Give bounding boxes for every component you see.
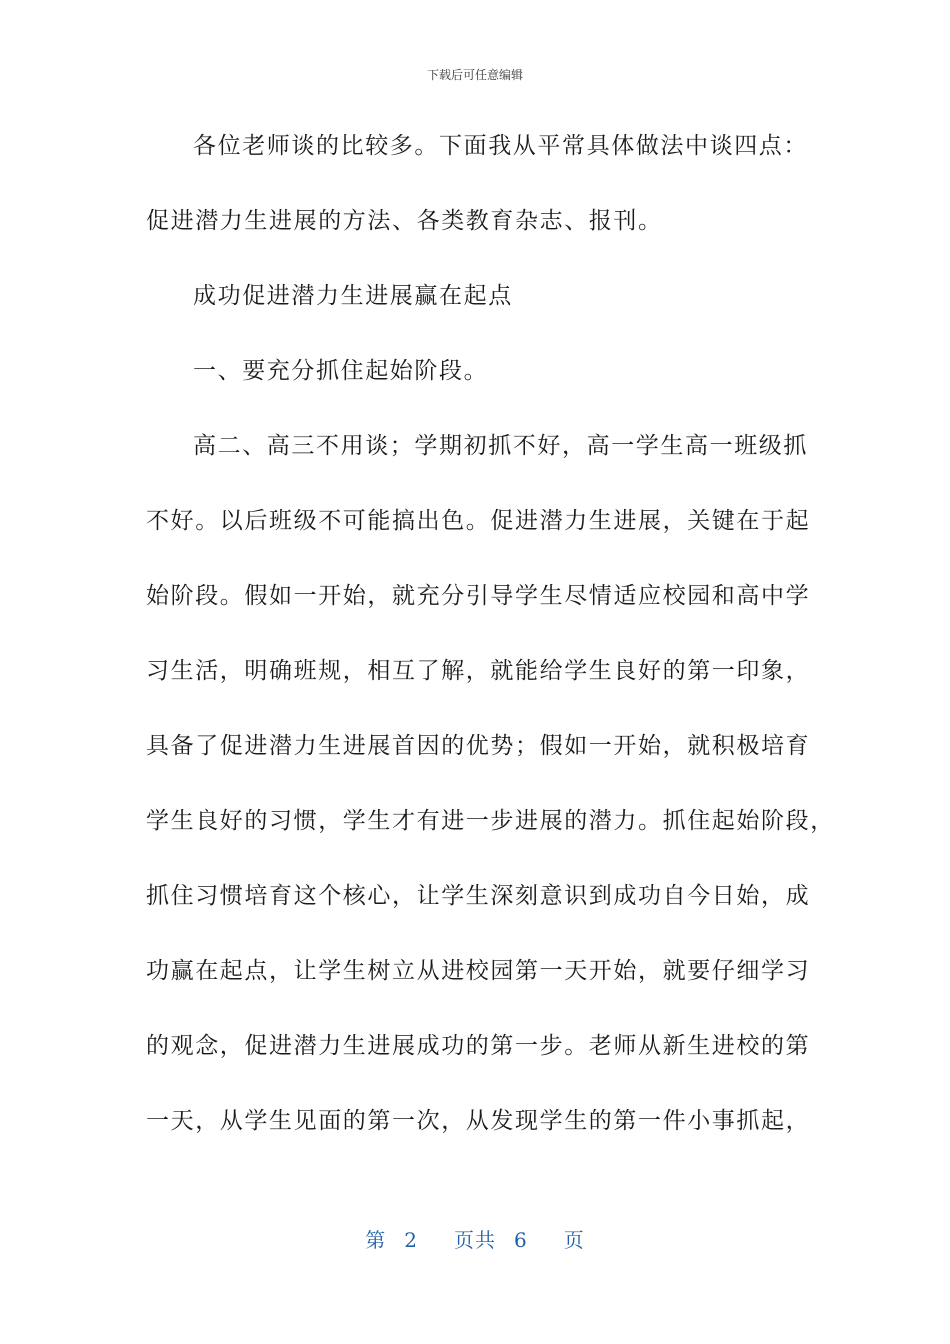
footer-suffix: 页 (563, 1228, 585, 1252)
paragraph-line: 始阶段。假如一开始，就充分引导学生尽情适应校园和高中学 (146, 583, 811, 609)
total-pages-number: 6 (514, 1228, 528, 1252)
paragraph-line: 促进潜力生进展的方法、各类教育杂志、报刊。 (146, 208, 663, 234)
paragraph-line: 高二、高三不用谈；学期初抓不好，高一学生高一班级抓 (193, 433, 808, 459)
paragraph-line: 一天，从学生见面的第一次，从发现学生的第一件小事抓起， (146, 1108, 811, 1134)
paragraph-line: 学生良好的习惯，学生才有进一步进展的潜力。抓住起始阶段， (146, 808, 835, 834)
page-header: 下载后可任意编辑 (426, 68, 523, 82)
paragraph-line: 习生活，明确班规，相互了解，就能给学生良好的第一印象， (146, 658, 811, 684)
paragraph-line: 功赢在起点，让学生树立从进校园第一天开始，就要仔细学习 (146, 958, 811, 984)
paragraph-line: 不好。以后班级不可能搞出色。促进潜力生进展，关键在于起 (146, 508, 811, 534)
page-number-footer (0, 1224, 950, 1253)
paragraph-line: 各位老师谈的比较多。下面我从平常具体做法中谈四点： (193, 133, 808, 159)
current-page-number: 2 (404, 1228, 418, 1252)
section-subheading: 一、要充分抓住起始阶段。 (193, 358, 489, 384)
footer-middle: 页共 (454, 1228, 496, 1252)
paragraph-line: 具备了促进潜力生进展首因的优势；假如一开始，就积极培育 (146, 733, 811, 759)
paragraph-line: 的观念，促进潜力生进展成功的第一步。老师从新生进校的第 (146, 1033, 811, 1059)
document-body (146, 122, 835, 1172)
paragraph-line: 抓住习惯培育这个核心，让学生深刻意识到成功自今日始，成 (146, 883, 811, 909)
footer-prefix: 第 (365, 1228, 387, 1252)
section-heading: 成功促进潜力生进展赢在起点 (193, 283, 513, 309)
